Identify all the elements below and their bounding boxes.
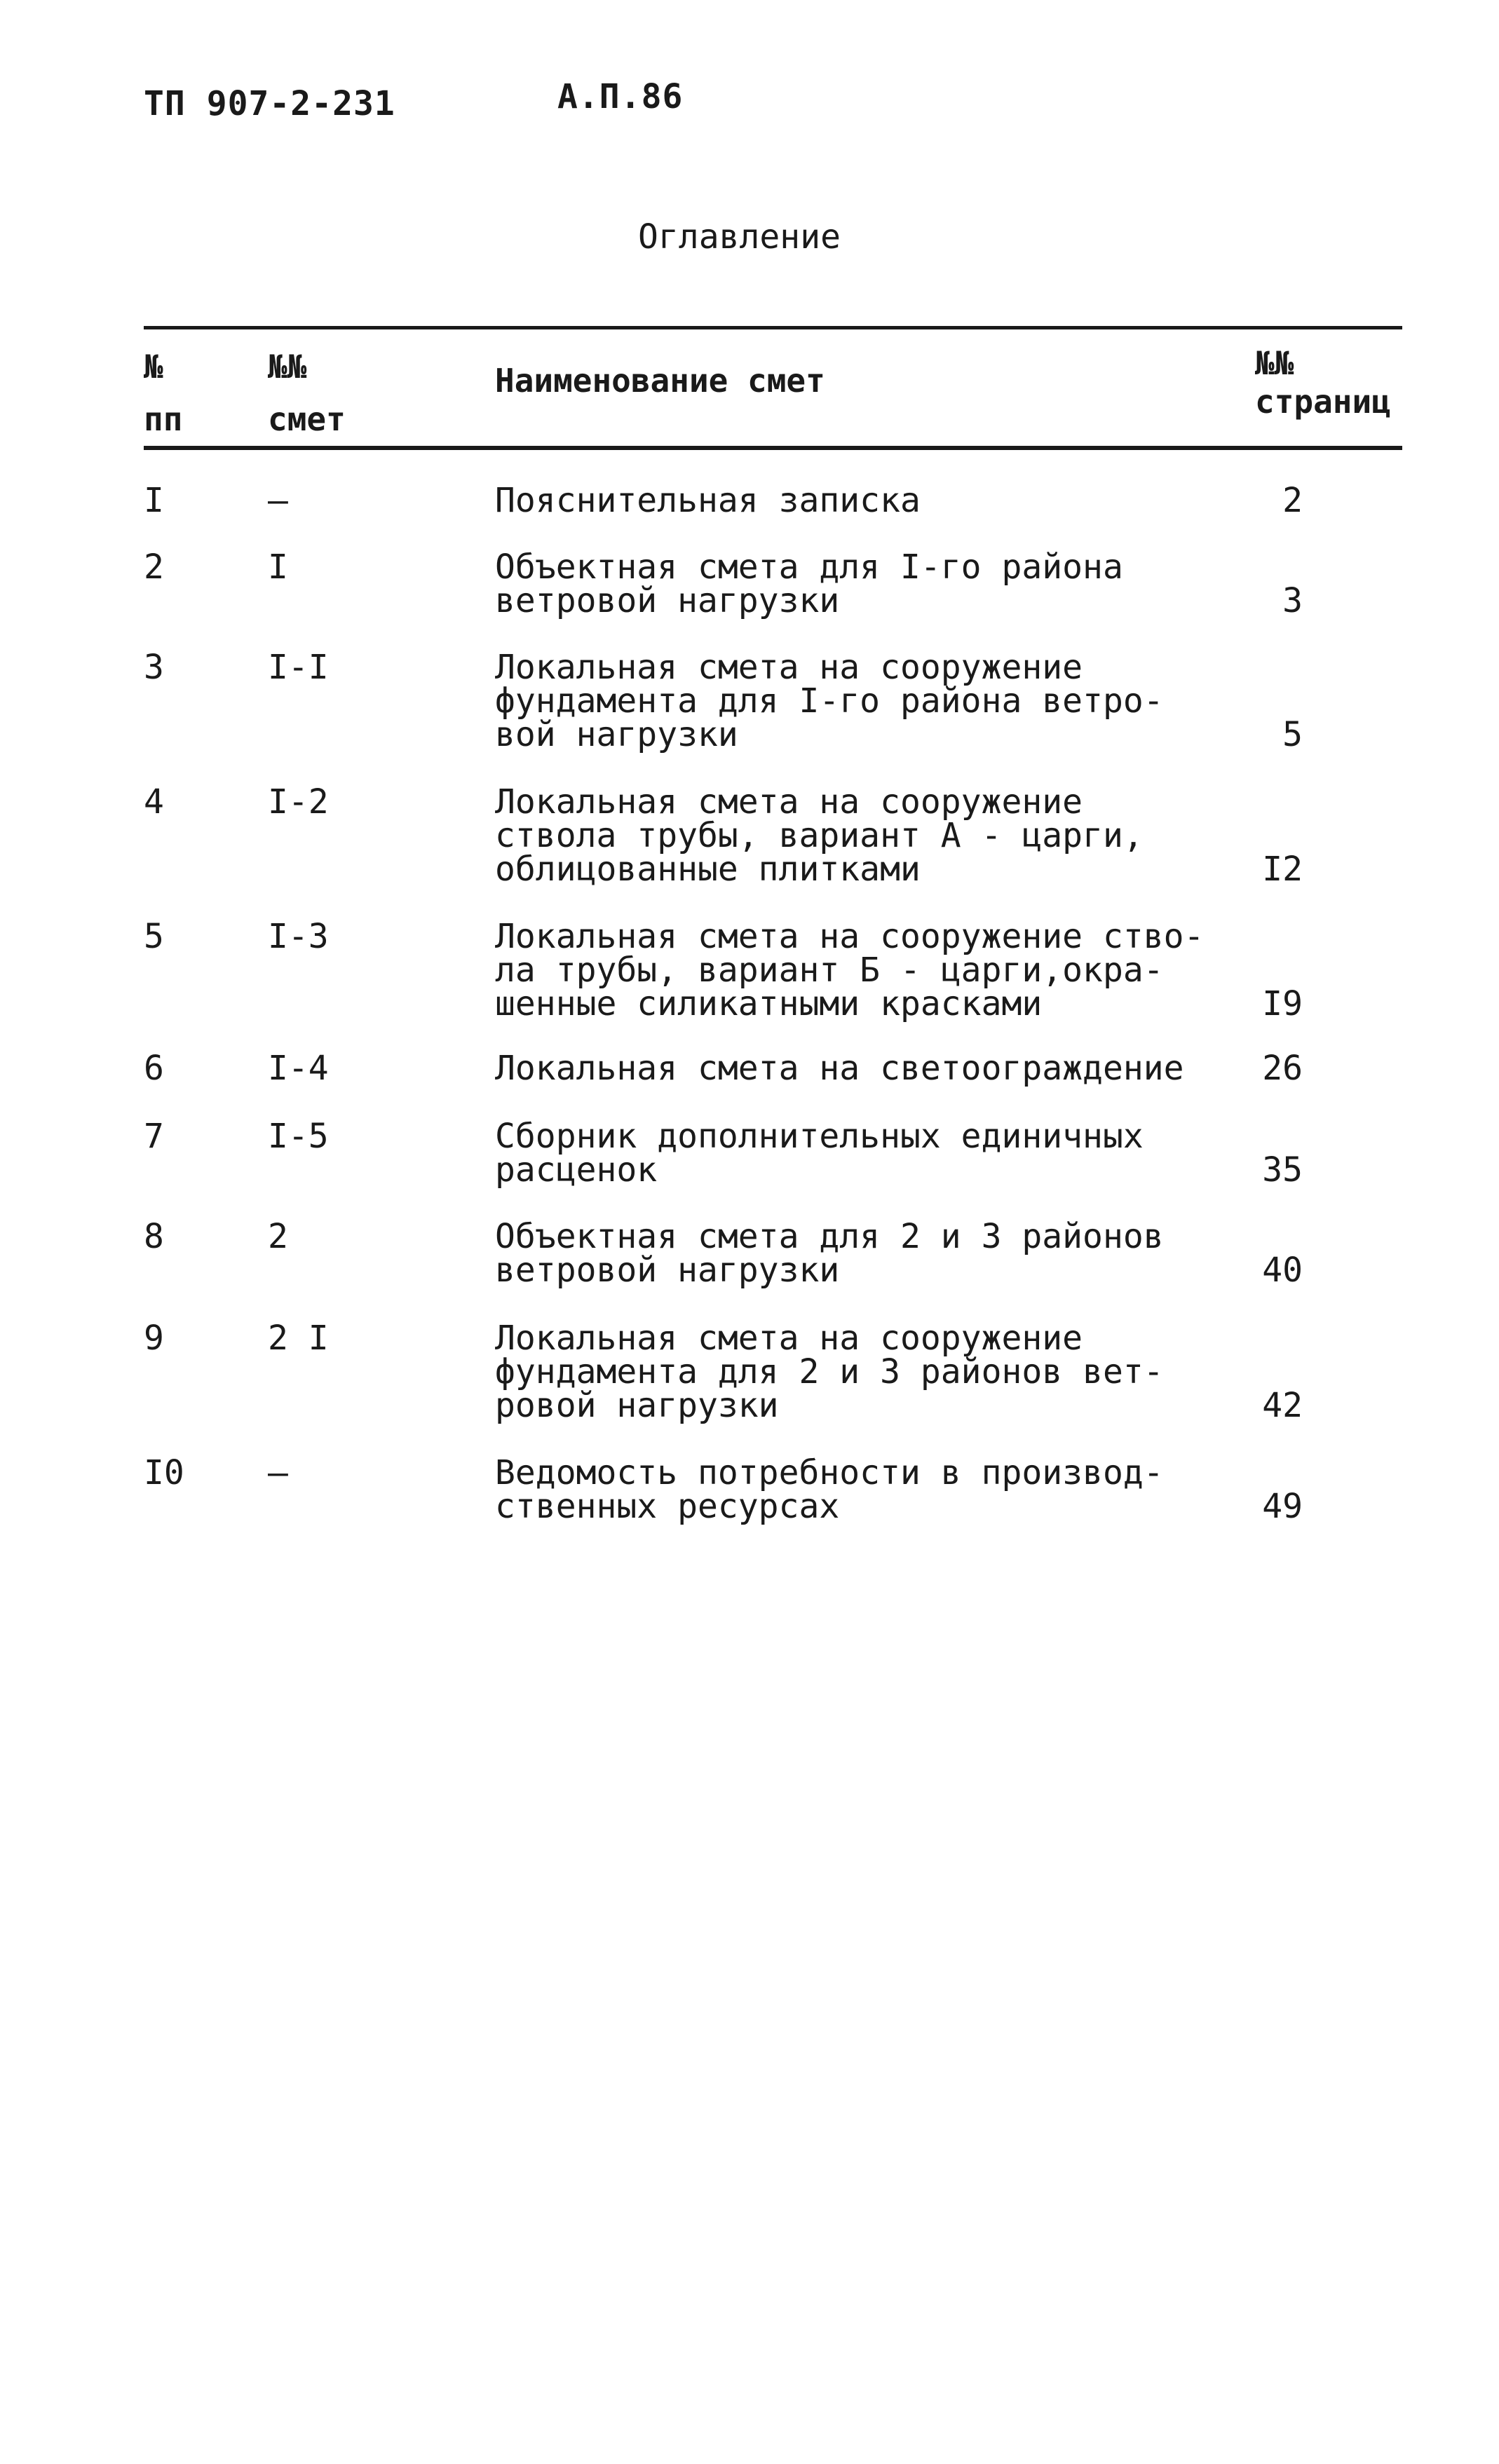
row-number: 4 <box>144 782 164 822</box>
row-name: Локальная смета на сооружение ствола трубы, вариант А - царги, облицованные плитками <box>495 782 1144 889</box>
col-header-page: №№ <box>1255 344 1294 382</box>
row-name: Объектная смета для I-го района ветровой нагрузки <box>495 547 1123 620</box>
row-estimate: – <box>268 1453 288 1492</box>
row-estimate: I-2 <box>268 782 329 822</box>
row-estimate: 2 I <box>268 1319 329 1358</box>
col-header-page-sub: страниц <box>1255 383 1391 421</box>
row-estimate: I-I <box>268 648 329 687</box>
row-page: 42 <box>1262 1386 1303 1425</box>
row-number: 8 <box>144 1217 164 1256</box>
row-estimate: – <box>268 481 288 520</box>
row-page: 26 <box>1262 1049 1303 1088</box>
row-estimate: I-3 <box>268 917 329 956</box>
row-number: 9 <box>144 1319 164 1358</box>
row-number: 3 <box>144 648 164 687</box>
page-title: Оглавление <box>638 217 841 257</box>
row-number: 7 <box>144 1117 164 1156</box>
row-page: I9 <box>1262 984 1303 1023</box>
row-name: Локальная смета на светоограждение <box>495 1049 1184 1088</box>
row-name: Сборник дополнительных единичных расценок <box>495 1117 1144 1190</box>
row-name: Ведомость потребности в производ- ственных ресурсах <box>495 1453 1164 1526</box>
row-name: Локальная смета на сооружение ство- ла трубы, вариант Б - царги,окра- шенные силикатными красками <box>495 917 1205 1023</box>
row-page: 2 <box>1282 481 1303 520</box>
row-estimate: I <box>268 547 288 587</box>
row-name: Локальная смета на сооружение фундамента для I-го района ветро- вой нагрузки <box>495 648 1164 754</box>
col-header-num: № <box>144 348 163 386</box>
row-name: Локальная смета на сооружение фундамента для 2 и 3 районов вет- ровой нагрузки <box>495 1319 1164 1425</box>
col-header-num-sub: пп <box>144 400 183 438</box>
row-estimate: 2 <box>268 1217 288 1256</box>
row-number: 6 <box>144 1049 164 1088</box>
row-page: 49 <box>1262 1487 1303 1526</box>
col-header-estimate: №№ <box>268 348 307 386</box>
row-name: Объектная смета для 2 и 3 районов ветровой нагрузки <box>495 1217 1164 1290</box>
row-page: 40 <box>1262 1251 1303 1290</box>
row-number: I <box>144 481 164 520</box>
document-reference: А.П.86 <box>557 77 684 116</box>
row-number: 2 <box>144 547 164 587</box>
row-estimate: I-5 <box>268 1117 329 1156</box>
row-number: I0 <box>144 1453 184 1492</box>
row-number: 5 <box>144 917 164 956</box>
row-page: 5 <box>1282 715 1303 754</box>
row-estimate: I-4 <box>268 1049 329 1088</box>
row-page: I2 <box>1262 850 1303 889</box>
row-page: 35 <box>1262 1150 1303 1190</box>
table-top-rule <box>144 326 1402 329</box>
col-header-name: Наименование смет <box>495 362 825 400</box>
row-page: 3 <box>1282 581 1303 620</box>
row-name: Пояснительная записка <box>495 481 921 520</box>
col-header-estimate-sub: смет <box>268 400 346 438</box>
table-header-rule <box>144 446 1402 450</box>
document-code: ТП 907-2-231 <box>144 84 395 123</box>
